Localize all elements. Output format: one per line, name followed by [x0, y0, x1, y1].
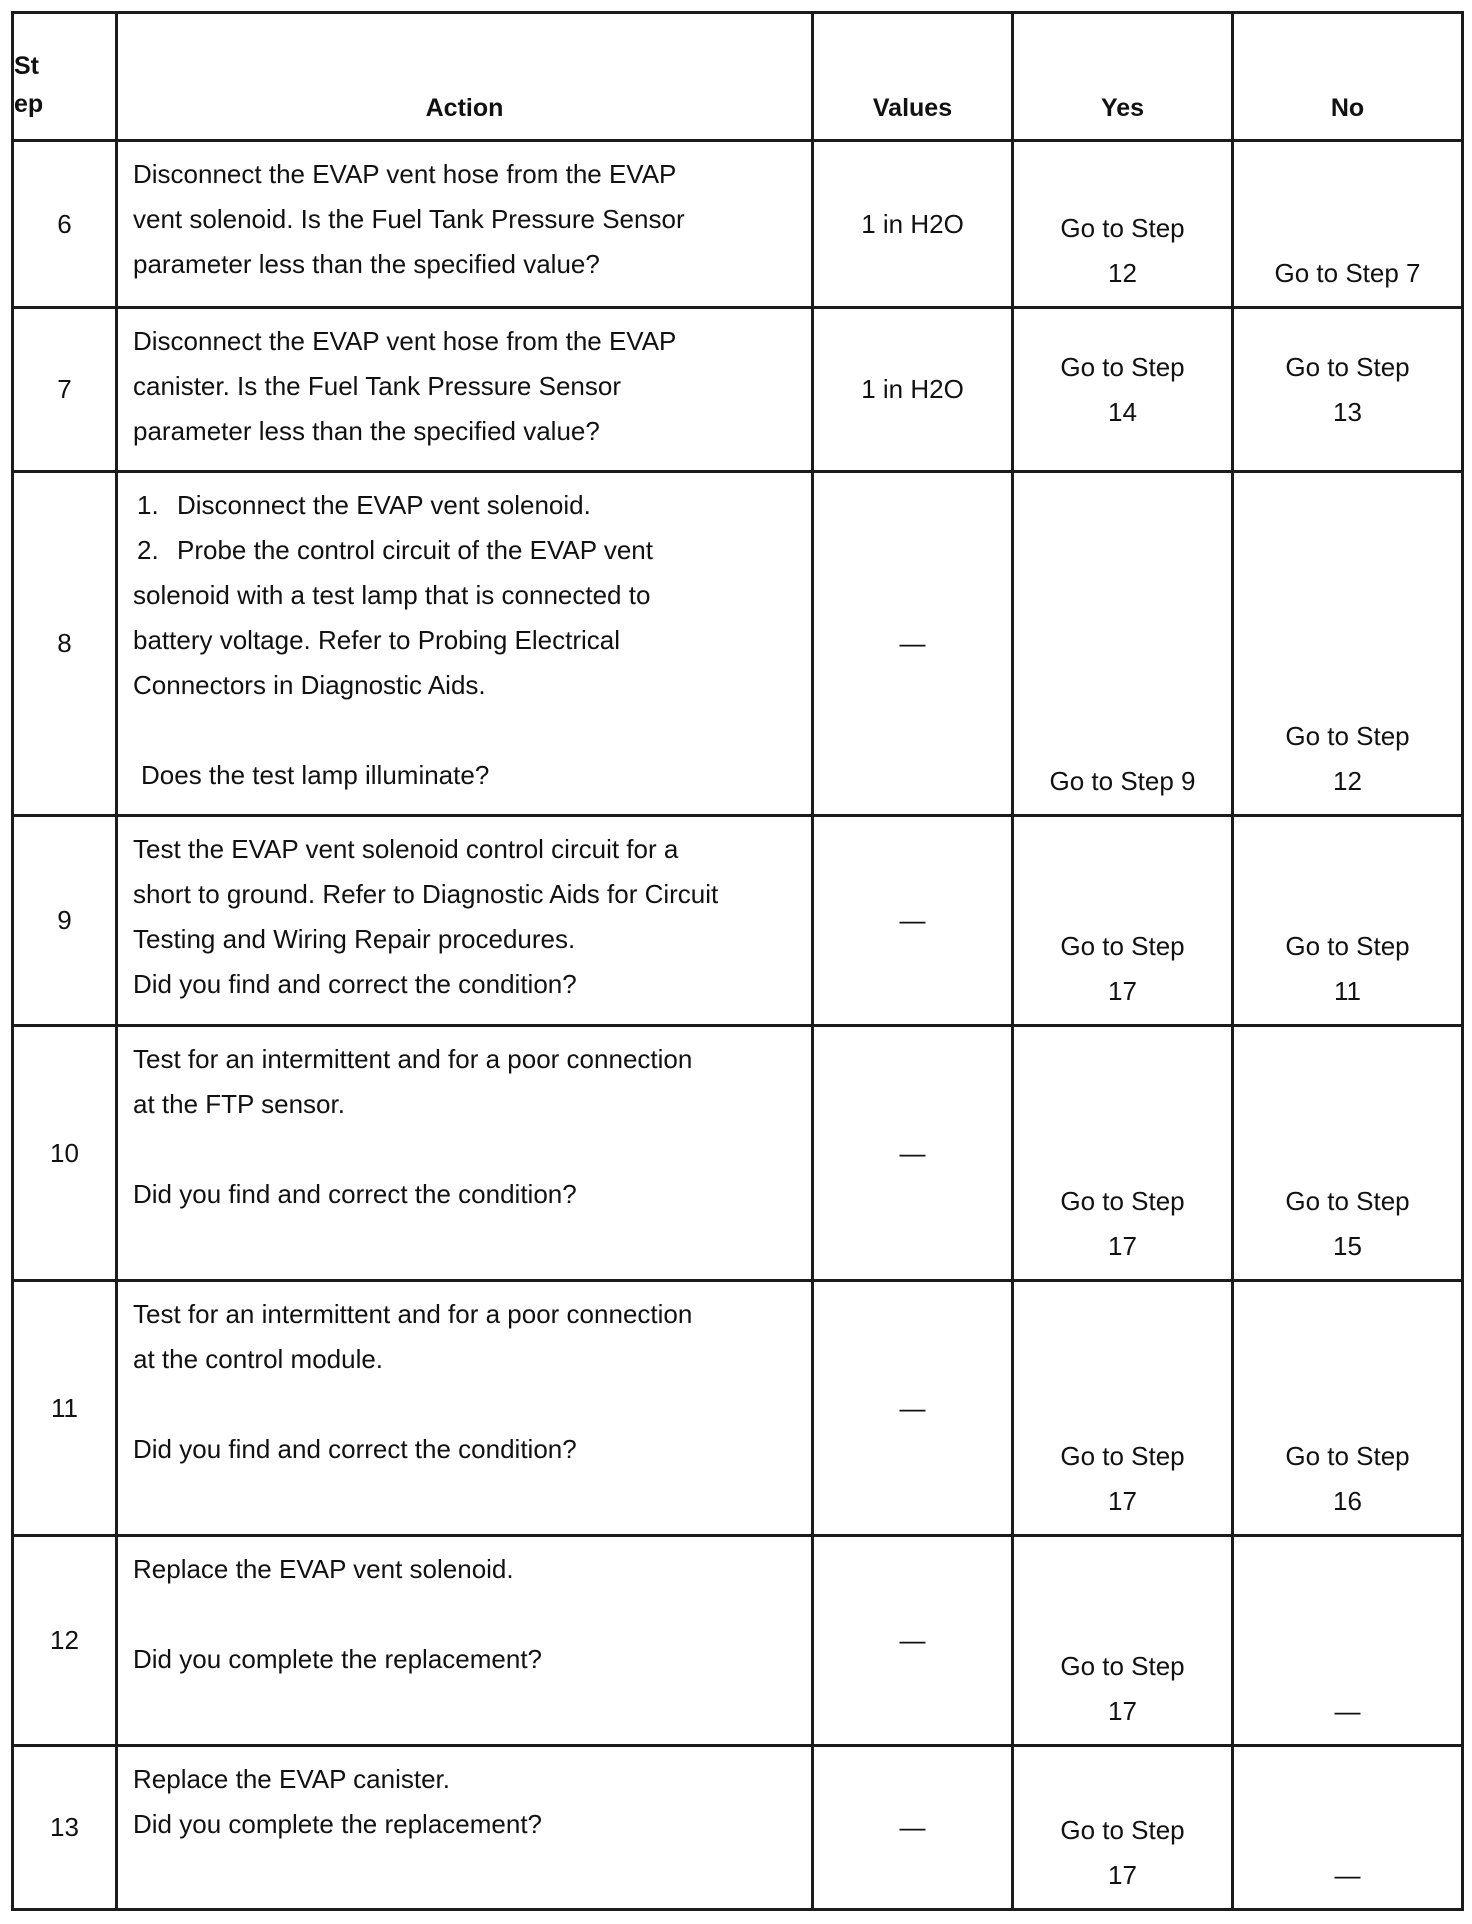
- action-question: Does the test lamp illuminate?: [141, 760, 490, 790]
- yes-text: Go to Step: [1060, 1815, 1185, 1845]
- table-header-row: [13, 13, 1463, 141]
- action-line: Replace the EVAP vent solenoid.: [133, 1554, 514, 1584]
- action-line: Disconnect the EVAP vent hose from the EVAP: [133, 326, 677, 356]
- no-cell: —: [1233, 1746, 1463, 1910]
- no-step-number: 16: [1333, 1486, 1362, 1516]
- yes-cell: [1013, 1746, 1233, 1910]
- values-cell: 1 in H2O: [813, 308, 1013, 472]
- yes-text: Go to Step: [1060, 351, 1185, 382]
- yes-step-number: 17: [1108, 1860, 1137, 1890]
- no-cell: [1233, 1026, 1463, 1281]
- no-cell: Go to Step 7: [1233, 141, 1463, 308]
- yes-text: Go to Step: [1060, 1186, 1185, 1216]
- table-row: [13, 1281, 1463, 1536]
- no-text: Go to Step: [1285, 1441, 1410, 1471]
- action-line: solenoid with a test lamp that is connected to: [133, 580, 651, 610]
- values-cell: —: [813, 1746, 1013, 1910]
- header-step-line1: St: [14, 52, 39, 80]
- no-step-number: 15: [1333, 1231, 1362, 1261]
- yes-step-number: 17: [1108, 1231, 1137, 1261]
- action-question: Did you complete the replacement?: [133, 1809, 543, 1839]
- yes-text: Go to Step: [1060, 213, 1185, 243]
- step-number: 12: [13, 1536, 117, 1746]
- table-row: [13, 816, 1463, 1026]
- action-line: battery voltage. Refer to Probing Electrical: [133, 625, 621, 655]
- step-number: 13: [13, 1746, 117, 1910]
- step-number: 9: [13, 816, 117, 1026]
- action-question: Did you complete the replacement?: [133, 1644, 543, 1674]
- step-number: 10: [13, 1026, 117, 1281]
- yes-step-number: 17: [1108, 1696, 1137, 1726]
- action-cell: [117, 472, 813, 816]
- action-line: canister. Is the Fuel Tank Pressure Sensor: [133, 371, 621, 401]
- table-row: [13, 1026, 1463, 1281]
- step-number: 8: [13, 472, 117, 816]
- action-cell: [117, 1536, 813, 1746]
- action-line: Test for an intermittent and for a poor connection: [133, 1044, 693, 1074]
- table-row: [13, 1746, 1463, 1910]
- no-step-number: 12: [1333, 766, 1362, 796]
- values-cell: 1 in H2O: [813, 141, 1013, 308]
- yes-cell: [1013, 816, 1233, 1026]
- action-cell: [117, 141, 813, 308]
- no-cell: [1233, 816, 1463, 1026]
- yes-step-number: 12: [1108, 258, 1137, 288]
- yes-text: Go to Step: [1060, 1651, 1185, 1681]
- column-header-step: [13, 13, 117, 141]
- yes-text: Go to Step: [1060, 931, 1185, 961]
- action-line: parameter less than the specified value?: [133, 249, 600, 279]
- action-line: Test for an intermittent and for a poor connection: [133, 1299, 693, 1329]
- no-cell: [1233, 472, 1463, 816]
- no-text: Go to Step: [1285, 1186, 1410, 1216]
- step-number: 7: [13, 308, 117, 472]
- values-cell: —: [813, 1281, 1013, 1536]
- list-number: 1.: [137, 490, 159, 520]
- action-cell: [117, 1746, 813, 1910]
- action-line: Replace the EVAP canister.: [133, 1764, 451, 1794]
- action-cell: [117, 1026, 813, 1281]
- yes-step-number: 17: [1108, 976, 1137, 1006]
- no-cell: [1233, 1281, 1463, 1536]
- action-line: Testing and Wiring Repair procedures.: [133, 924, 576, 954]
- values-cell: —: [813, 1536, 1013, 1746]
- column-header-action: Action: [117, 13, 813, 141]
- table-row: [13, 472, 1463, 816]
- action-question: Did you find and correct the condition?: [133, 1434, 577, 1464]
- column-header-yes: Yes: [1013, 13, 1233, 141]
- action-line: short to ground. Refer to Diagnostic Aids for Circuit: [133, 879, 719, 909]
- action-line: at the control module.: [133, 1344, 384, 1374]
- no-cell: [1233, 308, 1463, 472]
- yes-cell: [1013, 141, 1233, 308]
- column-header-no: No: [1233, 13, 1463, 141]
- step-number: 11: [13, 1281, 117, 1536]
- yes-cell: [1013, 1536, 1233, 1746]
- no-step-number: 11: [1334, 976, 1361, 1006]
- values-cell: —: [813, 472, 1013, 816]
- step-number: 6: [13, 141, 117, 308]
- action-line: parameter less than the specified value?: [133, 416, 600, 446]
- action-question: Did you find and correct the condition?: [133, 969, 577, 999]
- yes-cell: [1013, 1026, 1233, 1281]
- table-row: [13, 141, 1463, 308]
- column-header-values: Values: [813, 13, 1013, 141]
- action-cell: [117, 308, 813, 472]
- action-question: Did you find and correct the condition?: [133, 1179, 577, 1209]
- action-cell: [117, 1281, 813, 1536]
- action-line: vent solenoid. Is the Fuel Tank Pressure Sensor: [133, 204, 685, 234]
- no-cell: —: [1233, 1536, 1463, 1746]
- diagnostic-table-page: [11, 11, 1461, 1911]
- no-step-number: 13: [1333, 396, 1362, 427]
- diagnostic-table: [11, 11, 1464, 1911]
- values-cell: —: [813, 1026, 1013, 1281]
- header-step-line2: ep: [14, 90, 44, 118]
- yes-text: Go to Step: [1060, 1441, 1185, 1471]
- list-number: 2.: [137, 535, 159, 565]
- values-cell: —: [813, 816, 1013, 1026]
- yes-step-number: 14: [1108, 396, 1137, 427]
- action-line: Test the EVAP vent solenoid control circuit for a: [133, 834, 679, 864]
- action-line: Disconnect the EVAP vent hose from the EVAP: [133, 159, 677, 189]
- action-line: Connectors in Diagnostic Aids.: [133, 670, 486, 700]
- yes-cell: Go to Step 9: [1013, 472, 1233, 816]
- action-line: at the FTP sensor.: [133, 1089, 345, 1119]
- table-row: [13, 308, 1463, 472]
- action-list-item: 2. Probe the control circuit of the EVAP vent: [133, 528, 793, 573]
- table-row: [13, 1536, 1463, 1746]
- yes-cell: [1013, 308, 1233, 472]
- no-text: Go to Step: [1285, 351, 1410, 382]
- yes-cell: [1013, 1281, 1233, 1536]
- no-text: Go to Step: [1285, 931, 1410, 961]
- yes-step-number: 17: [1108, 1486, 1137, 1516]
- no-text: Go to Step: [1285, 721, 1410, 751]
- action-cell: [117, 816, 813, 1026]
- action-list-item: 1. Disconnect the EVAP vent solenoid.: [133, 483, 793, 528]
